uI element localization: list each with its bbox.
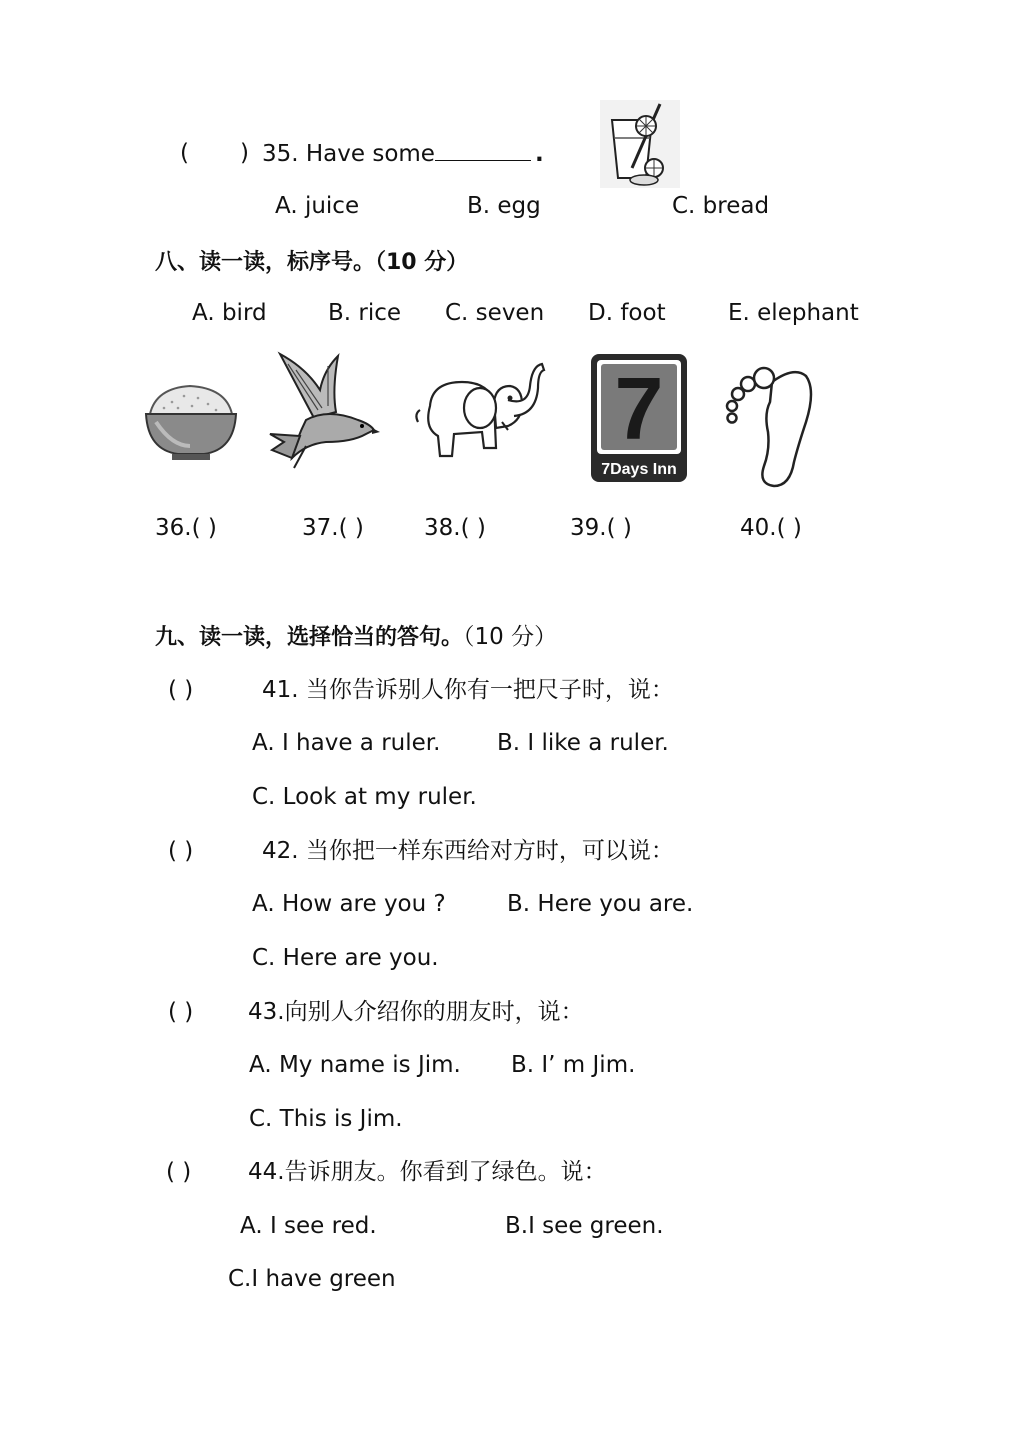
answer-38[interactable]: 38.( ) xyxy=(424,515,486,541)
q35-stem-period: . xyxy=(534,141,544,167)
q42-stem: 42. 当你把一样东西给对方时，可以说： xyxy=(262,838,674,864)
q43-stem: 43.向别人介绍你的朋友时，说： xyxy=(248,999,584,1025)
q43-option-b[interactable]: B. I’ m Jim. xyxy=(511,1052,636,1078)
q35-option-b[interactable]: B. egg xyxy=(467,193,541,219)
q44-option-b[interactable]: B.I see green. xyxy=(505,1213,664,1239)
word-c: C. seven xyxy=(445,300,545,326)
section9-score: （10 分） xyxy=(463,624,558,650)
q35-paren-right: ) xyxy=(240,140,249,166)
answer-37[interactable]: 37.( ) xyxy=(302,515,364,541)
section9-title: 九、读一读，选择恰当的答句。 xyxy=(155,625,464,650)
answer-36[interactable]: 36.( ) xyxy=(155,515,217,541)
answer-40[interactable]: 40.( ) xyxy=(740,515,802,541)
q41-option-b[interactable]: B. I like a ruler. xyxy=(497,730,669,756)
q35-option-c[interactable]: C. bread xyxy=(672,193,770,219)
q41-stem: 41. 当你告诉别人你有一把尺子时，说： xyxy=(262,677,674,703)
elephant-icon xyxy=(410,356,546,468)
q35-paren-left: ( xyxy=(180,140,189,166)
q43-option-c[interactable]: C. This is Jim. xyxy=(249,1106,403,1132)
q44-stem: 44.告诉朋友。你看到了绿色。说： xyxy=(248,1159,607,1185)
section8-title: 八、读一读，标序号。（10 分） xyxy=(155,250,469,275)
bird-icon xyxy=(266,350,382,470)
word-b: B. rice xyxy=(328,300,402,326)
foot-icon xyxy=(724,362,816,490)
q41-option-a[interactable]: A. I have a ruler. xyxy=(252,730,441,756)
q44-paren[interactable]: ( ) xyxy=(166,1159,192,1185)
logo-number: 7 xyxy=(614,359,664,458)
q43-option-a[interactable]: A. My name is Jim. xyxy=(249,1052,461,1078)
seven-days-inn-logo xyxy=(590,353,688,483)
answer-39[interactable]: 39.( ) xyxy=(570,515,632,541)
q41-paren[interactable]: ( ) xyxy=(168,677,194,703)
q42-paren[interactable]: ( ) xyxy=(168,838,194,864)
q43-paren[interactable]: ( ) xyxy=(168,999,194,1025)
logo-text: 7Days Inn xyxy=(601,461,677,478)
q41-option-c[interactable]: C. Look at my ruler. xyxy=(252,784,477,810)
q44-option-c[interactable]: C.I have green xyxy=(228,1266,396,1292)
q35-answer-blank[interactable] xyxy=(435,138,531,161)
q44-option-a[interactable]: A. I see red. xyxy=(240,1213,377,1239)
rice-bowl-icon xyxy=(142,380,240,464)
q42-option-a[interactable]: A. How are you ? xyxy=(252,891,446,917)
q35-stem xyxy=(262,138,544,169)
section9-heading xyxy=(155,620,557,652)
q35-option-a[interactable]: A. juice xyxy=(275,193,360,219)
q42-option-b[interactable]: B. Here you are. xyxy=(507,891,694,917)
q42-option-c[interactable]: C. Here are you. xyxy=(252,945,439,971)
word-e: E. elephant xyxy=(728,300,859,326)
juice-glass-icon xyxy=(598,98,682,190)
word-d: D. foot xyxy=(588,300,666,326)
q35-stem-text: 35. Have some xyxy=(262,141,435,167)
word-a: A. bird xyxy=(192,300,267,326)
